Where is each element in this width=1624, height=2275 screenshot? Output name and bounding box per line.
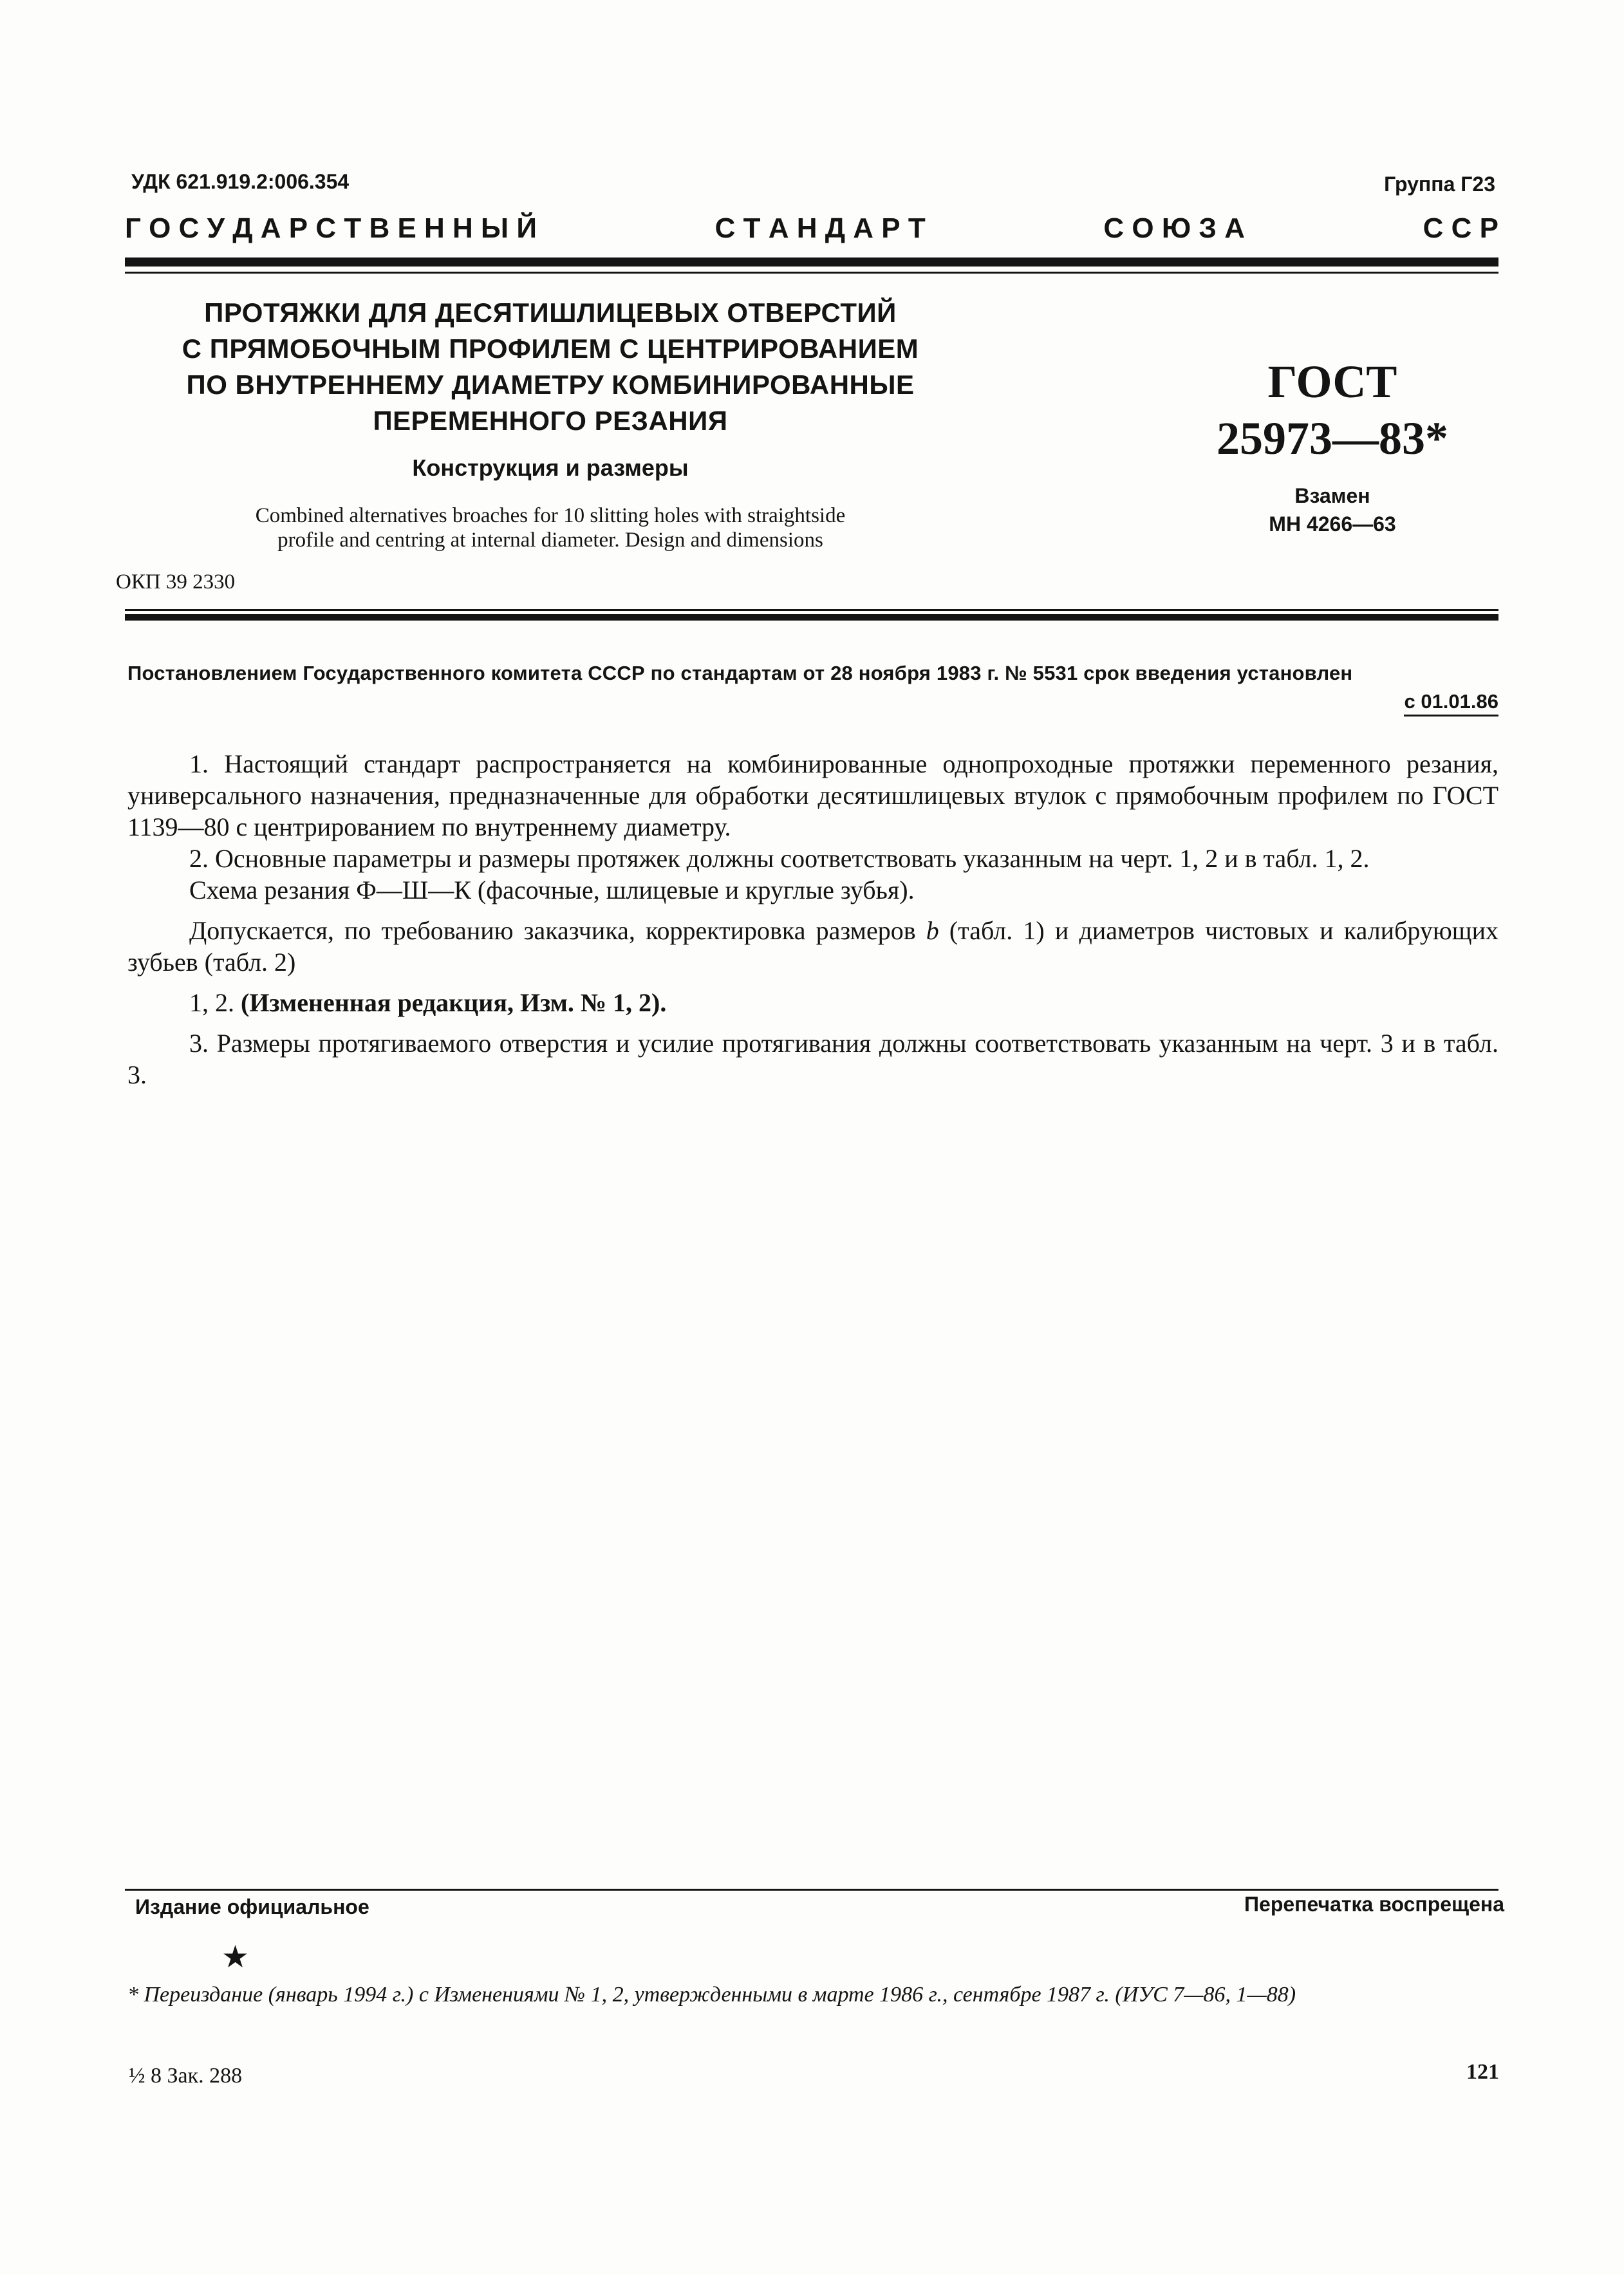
official-edition: Издание официальное bbox=[135, 1895, 369, 1918]
body-text bbox=[127, 748, 1498, 1091]
header-rule-thin bbox=[125, 272, 1498, 274]
group-code: Группа Г23 bbox=[1384, 173, 1495, 196]
footer-rule bbox=[125, 1889, 1498, 1891]
print-imprint: ½ 8 Зак. 288 bbox=[129, 2064, 243, 2088]
title-rule-thick bbox=[125, 614, 1498, 621]
english-title-line-1: Combined alternatives broaches for 10 slitting holes with straightside bbox=[255, 504, 846, 527]
okp-code: ОКП 39 2330 bbox=[116, 570, 236, 594]
paragraph-2: 2. Основные параметры и размеры протяжек должны соответствовать указанным на черт. 1, 2 и в табл. 1, 2. bbox=[189, 844, 1370, 873]
decree-text: Постановлением Государственного комитета СССР по стандартам от 28 ноября 1983 г. № 5531 срок введения установлен bbox=[127, 662, 1353, 684]
document-subtitle: Конструкция и размеры bbox=[412, 454, 689, 481]
document-title bbox=[135, 295, 966, 439]
paragraph-4 bbox=[127, 915, 1498, 978]
reissue-footnote: * Переиздание (январь 1994 г.) с Изменениями № 1, 2, утвержденными в марте 1986 г., сентябре 1987 г. (ИУС 7—86, 1—88) bbox=[127, 1983, 1296, 2007]
reprint-prohibited: Перепечатка воспрещена bbox=[1244, 1893, 1504, 1916]
header-word-ssr: С С Р bbox=[1423, 212, 1498, 244]
header-word-state: Г О С У Д А Р С Т В Е Н Н Ы Й bbox=[125, 212, 537, 244]
paragraph-6: 3. Размеры протягиваемого отверстия и усилие протягивания должны соответствовать указанным на черт. 3 и в табл. 3. bbox=[127, 1029, 1498, 1089]
decree-date: с 01.01.86 bbox=[1404, 690, 1498, 716]
page-number: 121 bbox=[1466, 2060, 1499, 2084]
paragraph-4-before: Допускается, по требованию заказчика, корректировка размеров bbox=[189, 916, 926, 945]
title-line-2: С ПРЯМОБОЧНЫМ ПРОФИЛЕМ С ЦЕНТРИРОВАНИЕМ bbox=[182, 333, 919, 364]
header-rule-thick bbox=[125, 257, 1498, 267]
paragraph-4-variable: b bbox=[926, 916, 939, 945]
udk-code: УДК 621.919.2:006.354 bbox=[131, 170, 350, 193]
english-title bbox=[135, 503, 966, 552]
paragraph-5-prefix: 1, 2. bbox=[189, 988, 241, 1017]
english-title-line-2: profile and centring at internal diameter. Design and dimensions bbox=[277, 529, 823, 552]
paragraph-5-edition-note: (Измененная редакция, Изм. № 1, 2). bbox=[241, 988, 667, 1017]
replaces-label: Взамен bbox=[1294, 484, 1370, 507]
header-word-union: С О Ю З А bbox=[1103, 212, 1245, 244]
star-icon: ★ bbox=[221, 1940, 250, 1974]
state-standard-header bbox=[125, 212, 1498, 245]
gost-number: 25973—83* bbox=[1217, 413, 1448, 464]
gost-label: ГОСТ bbox=[1267, 356, 1397, 407]
paragraph-1: 1. Настоящий стандарт распространяется на комбинированные однопроходные протяжки переменного резания, универсального назначения, предназначенные для обработки десятишлицевых втулок с прямобочным профилем по ГОСТ 1139—80 с центрированием по внутреннему диаметру. bbox=[127, 749, 1498, 841]
title-line-3: ПО ВНУТРЕННЕМУ ДИАМЕТРУ КОМБИНИРОВАННЫЕ bbox=[186, 370, 915, 400]
header-word-standard: С Т А Н Д А Р Т bbox=[714, 212, 926, 244]
paragraph-4-after: (табл. 1) и диаметров чистовых и калибрующих зубьев (табл. 2) bbox=[127, 916, 1498, 977]
title-rule-thin bbox=[125, 609, 1498, 611]
replaces-value: МН 4266—63 bbox=[1269, 512, 1396, 536]
title-line-1: ПРОТЯЖКИ ДЛЯ ДЕСЯТИШЛИЦЕВЫХ ОТВЕРСТИЙ bbox=[204, 297, 897, 328]
paragraph-5 bbox=[127, 987, 1498, 1018]
paragraph-3: Схема резания Ф—Ш—К (фасочные, шлицевые и круглые зубья). bbox=[189, 875, 915, 904]
title-line-4: ПЕРЕМЕННОГО РЕЗАНИЯ bbox=[373, 406, 728, 436]
